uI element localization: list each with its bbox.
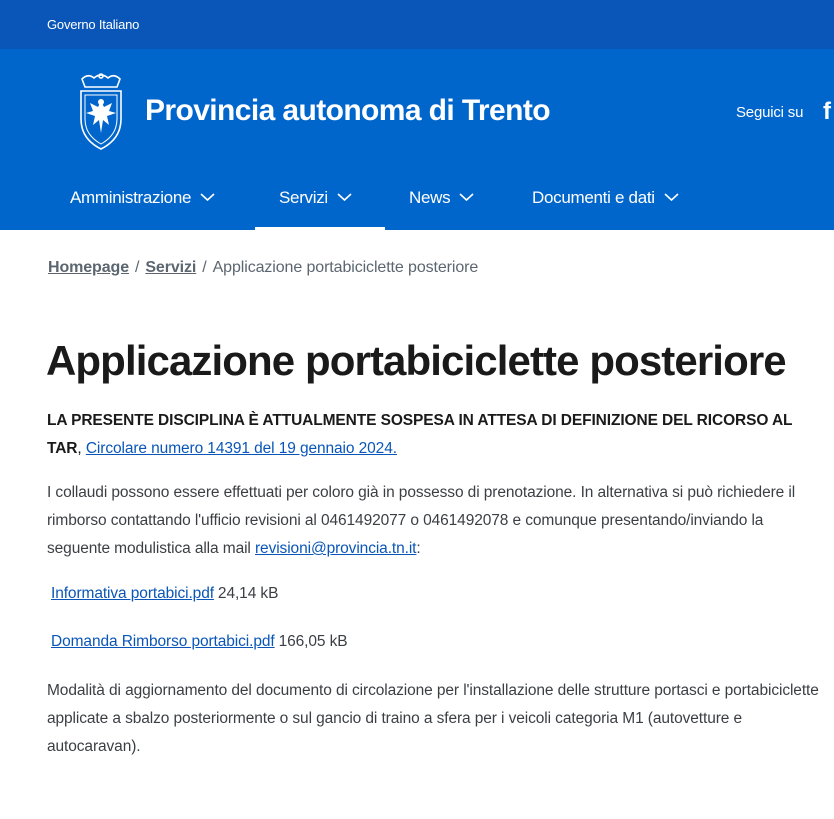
intro-end: :: [416, 540, 421, 557]
governo-italiano-link[interactable]: Governo Italiano: [47, 17, 140, 32]
file-size: 24,14 kB: [217, 585, 279, 602]
nav-item-label: Documenti e dati: [532, 188, 655, 207]
suspension-notice: [47, 407, 817, 463]
breadcrumb-servizi-link[interactable]: Servizi: [145, 259, 197, 276]
main-nav: [0, 179, 834, 230]
site-header: [0, 49, 834, 230]
chevron-down-icon: [200, 192, 215, 202]
file-item: [51, 633, 348, 651]
nav-item-label: Servizi: [279, 188, 328, 207]
breadcrumb-current: Applicazione portabiciclette posteriore: [212, 259, 479, 276]
description-paragraph: Modalità di aggiornamento del documento di circolazione per l'installazione delle strutture portasci e portabiciclette applicate a sbalzo posteriormente o sul gancio di traino a sfera per i veicoli categoria M1 (autovetture e autocaravan).: [47, 682, 819, 755]
site-title[interactable]: Provincia autonoma di Trento: [145, 94, 550, 127]
facebook-icon[interactable]: f: [823, 98, 831, 125]
chevron-down-icon: [459, 192, 474, 202]
follow-us-label: Seguici su: [736, 104, 804, 121]
breadcrumb-separator: /: [202, 259, 207, 276]
chevron-down-icon: [337, 192, 352, 202]
top-bar: [0, 0, 834, 49]
coat-of-arms-icon[interactable]: [76, 73, 126, 151]
intro-text: I collaudi possono essere effettuati per coloro già in possesso di prenotazione. In alternativa si può richiedere il rimborso contattando l'ufficio revisioni al 0461492077 o 0461492078 e comunque presentando/inviando la seguente modulistica alla mail: [47, 484, 796, 557]
file-size: 166,05 kB: [278, 633, 348, 650]
nav-item-servizi[interactable]: [255, 179, 385, 230]
breadcrumb: [48, 259, 478, 277]
notice-separator: ,: [77, 440, 86, 457]
breadcrumb-home-link[interactable]: Homepage: [48, 259, 129, 276]
breadcrumb-separator: /: [135, 259, 140, 276]
nav-item-news[interactable]: [409, 179, 474, 230]
domanda-rimborso-pdf-link[interactable]: Domanda Rimborso portabici.pdf: [51, 633, 275, 650]
informativa-pdf-link[interactable]: Informativa portabici.pdf: [51, 585, 214, 602]
page-title: Applicazione portabiciclette posteriore: [46, 337, 786, 384]
chevron-down-icon: [664, 192, 679, 202]
notice-caps-text: LA PRESENTE DISCIPLINA È ATTUALMENTE SOSPESA IN ATTESA DI DEFINIZIONE DEL RICORSO AL TAR: [47, 412, 793, 457]
nav-item-documenti-e-dati[interactable]: [532, 179, 679, 230]
file-item: [51, 585, 278, 603]
intro-paragraph: [47, 479, 827, 563]
nav-item-label: News: [409, 188, 451, 207]
email-link[interactable]: revisioni@provincia.tn.it: [254, 540, 417, 557]
circolare-link[interactable]: Circolare numero 14391 del 19 gennaio 2024.: [85, 440, 397, 457]
nav-item-amministrazione[interactable]: [70, 179, 215, 230]
nav-item-label: Amministrazione: [70, 188, 192, 207]
